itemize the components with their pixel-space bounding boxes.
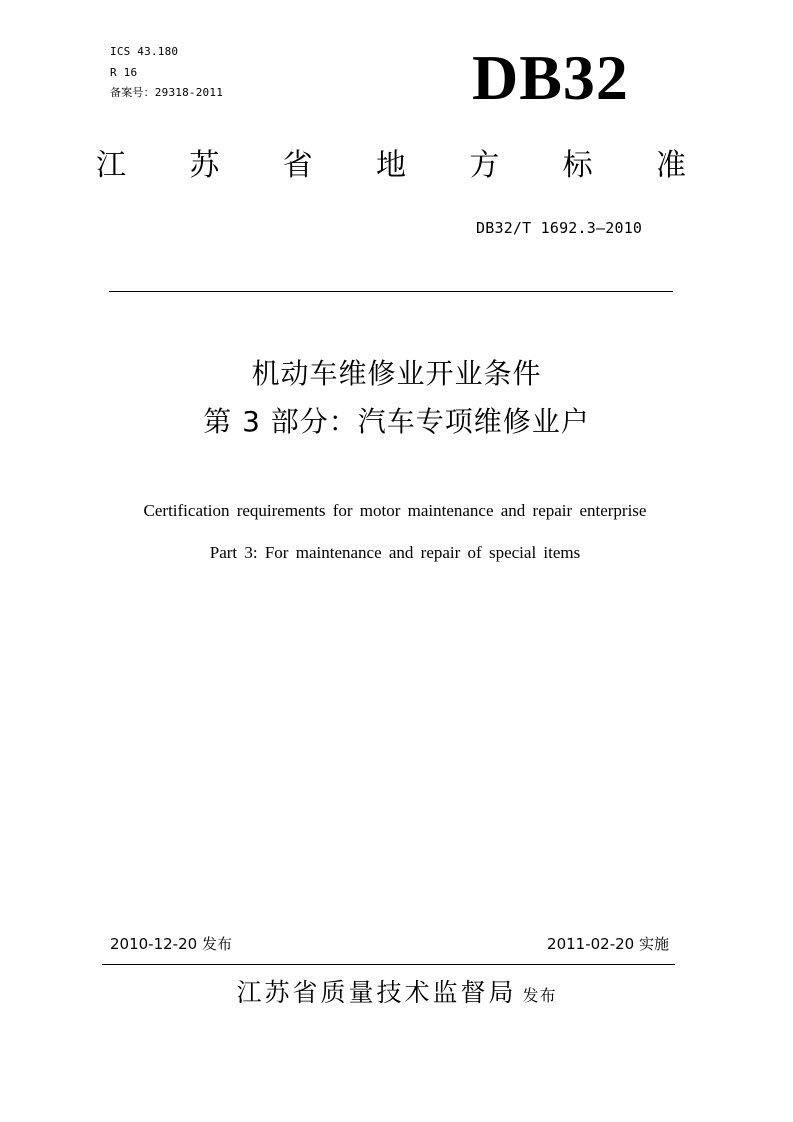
db-code-logo: DB32	[472, 42, 629, 113]
title-english-main: Certification requirements for motor maintenance and repair enterprise	[143, 501, 647, 520]
ccs-code: R 16	[110, 65, 138, 79]
title-chinese-part: 第 3 部分：汽车专项维修业户	[203, 405, 590, 438]
title-chinese-main: 机动车维修业开业条件	[251, 357, 542, 390]
bottom-divider	[102, 964, 675, 965]
title-english-part: Part 3: For maintenance and repair of special items	[209, 543, 581, 562]
standard-type-char: 地	[375, 148, 406, 183]
top-divider	[109, 291, 673, 292]
standard-type-char: 江	[96, 148, 126, 183]
issuer-suffix: 发布	[522, 986, 557, 1005]
filing-number: 备案号：29318-2011	[110, 86, 224, 99]
standard-type-char: 省	[282, 148, 313, 183]
standard-metadata	[110, 42, 223, 104]
standard-type-heading	[96, 144, 686, 188]
implementation-date: 2011-02-20 实施	[547, 935, 669, 953]
issuer-line	[0, 975, 793, 1014]
issuer-organization: 江苏省质量技术监督局	[236, 978, 517, 1007]
issue-date: 2010-12-20 发布	[110, 935, 232, 953]
standard-type-char: 标	[562, 148, 593, 183]
standard-type-char: 方	[469, 148, 500, 183]
ics-code: ICS 43.180	[110, 45, 179, 58]
standard-type-char: 苏	[189, 148, 220, 183]
standard-type-char: 准	[655, 148, 686, 183]
standard-number: DB32/T 1692.3—2010	[476, 219, 643, 237]
